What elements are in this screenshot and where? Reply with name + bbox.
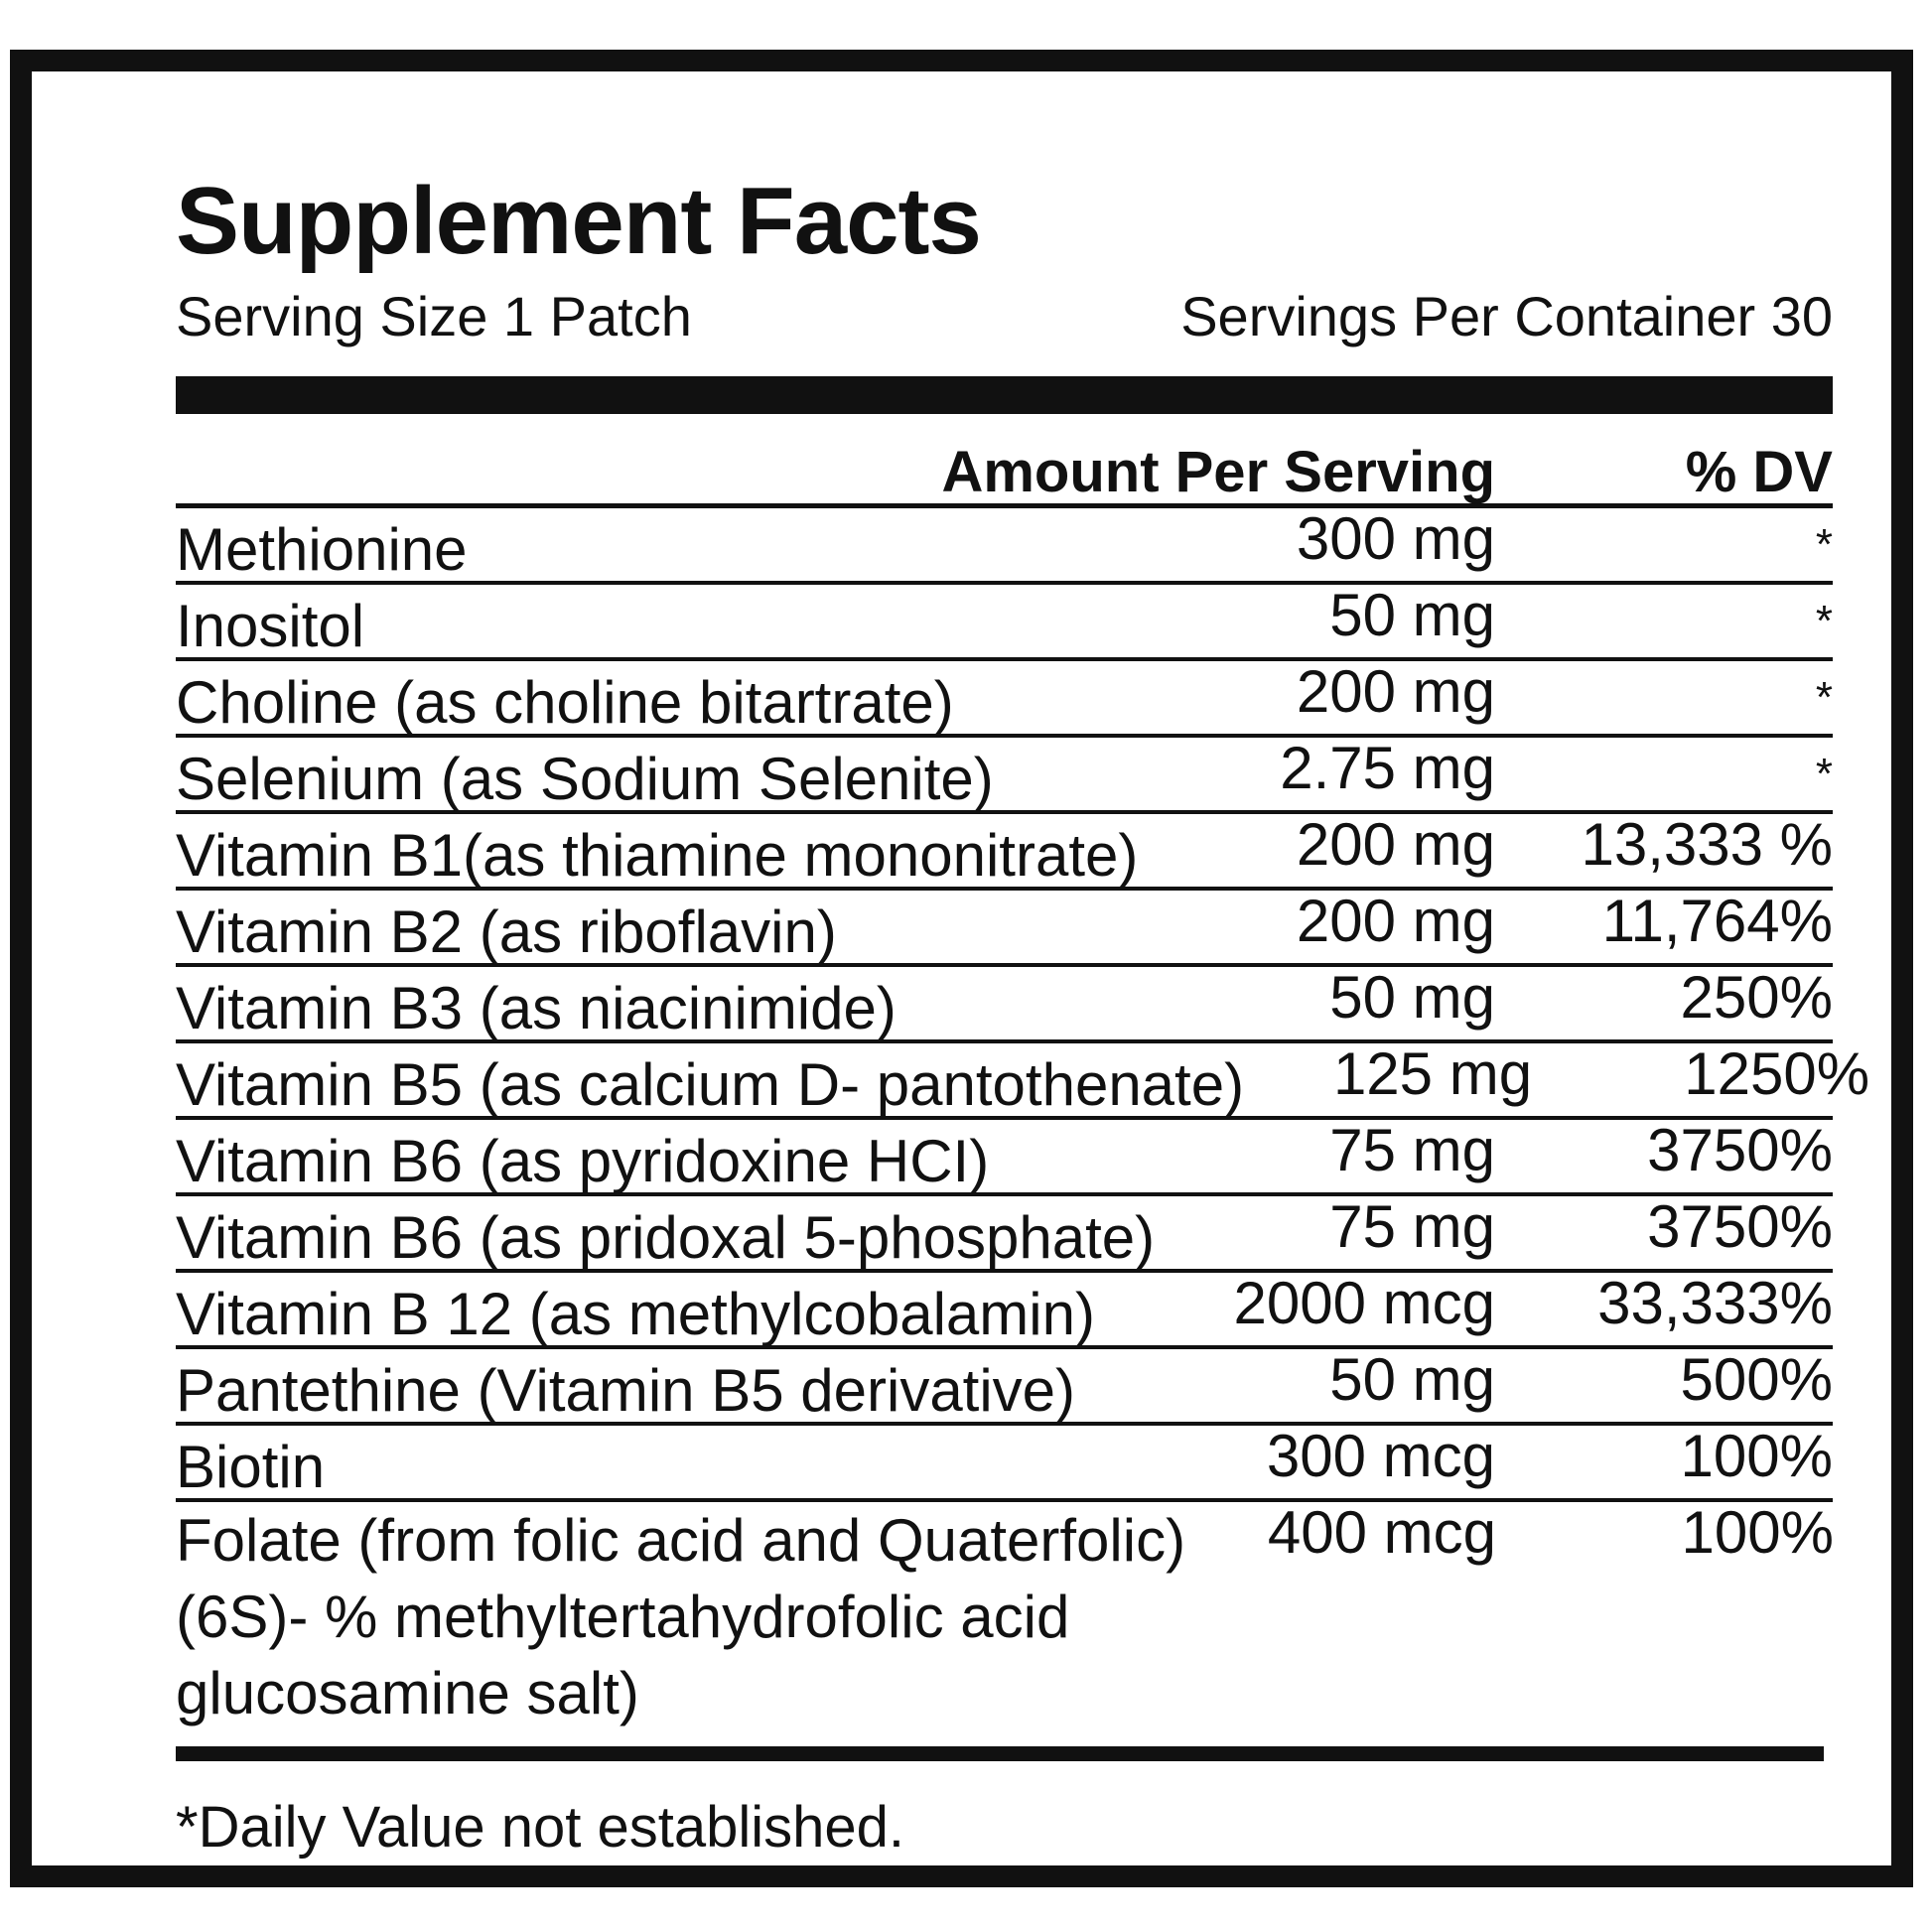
table-row (176, 811, 1833, 891)
nutrient-name: Biotin (176, 1434, 326, 1500)
dv-value: * (1815, 750, 1833, 798)
table-row (176, 658, 1833, 738)
nutrient-name: Vitamin B6 (as pyridoxine HCI) (176, 1128, 990, 1194)
servings-per-container: Servings Per Container 30 (1180, 285, 1833, 347)
nutrient-dv (1495, 661, 1833, 722)
nutrient-name: Vitamin B6 (as pridoxal 5-phosphate) (176, 1204, 1156, 1271)
nutrient-dv: 3750% (1647, 1117, 1833, 1183)
table-row (176, 1117, 1833, 1196)
nutrient-amount: 50 mg (1329, 582, 1495, 648)
table-row (176, 1040, 1870, 1120)
folate-line-3: glucosamine salt) (176, 1660, 639, 1726)
label-content (176, 168, 1870, 1860)
table-row (176, 888, 1833, 967)
nutrient-amount: 200 mg (1296, 658, 1495, 725)
dv-value: * (1815, 597, 1833, 645)
thick-divider (176, 376, 1833, 414)
table-row (176, 1423, 1833, 1502)
nutrient-name: Methionine (176, 516, 468, 583)
nutrient-amount: 400 mcg (1267, 1499, 1496, 1566)
column-header-row (176, 440, 1833, 508)
nutrient-dv (1495, 738, 1833, 798)
nutrient-amount: 300 mg (1296, 505, 1495, 572)
header-daily-value: % DV (1685, 440, 1833, 504)
nutrient-amount: 2000 mcg (1233, 1270, 1495, 1336)
nutrient-dv: 13,333 % (1581, 811, 1833, 878)
nutrient-amount: 50 mg (1329, 964, 1495, 1031)
nutrient-amount: 75 mg (1329, 1117, 1495, 1183)
nutrient-amount: 125 mg (1332, 1040, 1533, 1107)
nutrient-dv: 33,333% (1597, 1270, 1833, 1336)
nutrient-amount: 75 mg (1329, 1193, 1495, 1260)
nutrient-name: Vitamin B2 (as riboflavin) (176, 898, 837, 965)
folate-line-2: (6S)- % methyltertahydrofolic acid (176, 1584, 1070, 1650)
nutrient-dv: 100% (1680, 1423, 1833, 1489)
table-row (176, 1270, 1833, 1349)
nutrient-name: Vitamin B1(as thiamine mononitrate) (176, 822, 1139, 889)
dv-value: * (1815, 520, 1833, 569)
nutrient-amount: 2.75 mg (1280, 735, 1495, 801)
nutrient-name: Selenium (as Sodium Selenite) (176, 746, 994, 812)
nutrient-dv: 500% (1680, 1346, 1833, 1413)
header-amount-per-serving: Amount Per Serving (941, 440, 1495, 504)
nutrient-dv: 100% (1681, 1499, 1834, 1566)
nutrient-dv: 250% (1680, 964, 1833, 1031)
nutrient-dv (1495, 508, 1833, 569)
nutrient-amount: 200 mg (1296, 811, 1495, 878)
nutrient-name: Inositol (176, 593, 365, 659)
nutrient-table (176, 505, 1870, 1726)
dv-value: * (1815, 673, 1833, 722)
folate-line-1: Folate (from folic acid and Quaterfolic) (176, 1507, 1186, 1574)
table-row (176, 1346, 1833, 1426)
serving-size: Serving Size 1 Patch (176, 285, 692, 347)
table-row (176, 964, 1833, 1043)
nutrient-dv: 1250% (1684, 1040, 1870, 1107)
nutrient-dv: 3750% (1647, 1193, 1833, 1260)
supplement-facts-panel (10, 50, 1913, 1887)
table-row (176, 582, 1833, 661)
nutrient-dv: 11,764% (1601, 888, 1833, 954)
nutrient-amount: 200 mg (1296, 888, 1495, 954)
table-row (176, 505, 1833, 585)
nutrient-name: Vitamin B3 (as niacinimide) (176, 975, 897, 1041)
label-title: Supplement Facts (176, 168, 981, 274)
nutrient-name-folate (176, 1502, 1208, 1731)
table-row (176, 735, 1833, 814)
nutrient-name: Vitamin B 12 (as methylcobalamin) (176, 1281, 1095, 1347)
nutrient-amount: 50 mg (1329, 1346, 1495, 1413)
nutrient-amount: 300 mcg (1266, 1423, 1495, 1489)
footnote: *Daily Value not established. (176, 1795, 905, 1860)
nutrient-name: Choline (as choline bitartrate) (176, 669, 954, 736)
table-row-folate (176, 1499, 1834, 1726)
table-row (176, 1193, 1833, 1273)
nutrient-name: Pantethine (Vitamin B5 derivative) (176, 1357, 1076, 1424)
nutrient-name: Vitamin B5 (as calcium D- pantothenate) (176, 1051, 1245, 1118)
bottom-divider (176, 1746, 1824, 1761)
serving-info (176, 285, 1833, 347)
nutrient-dv (1495, 585, 1833, 645)
